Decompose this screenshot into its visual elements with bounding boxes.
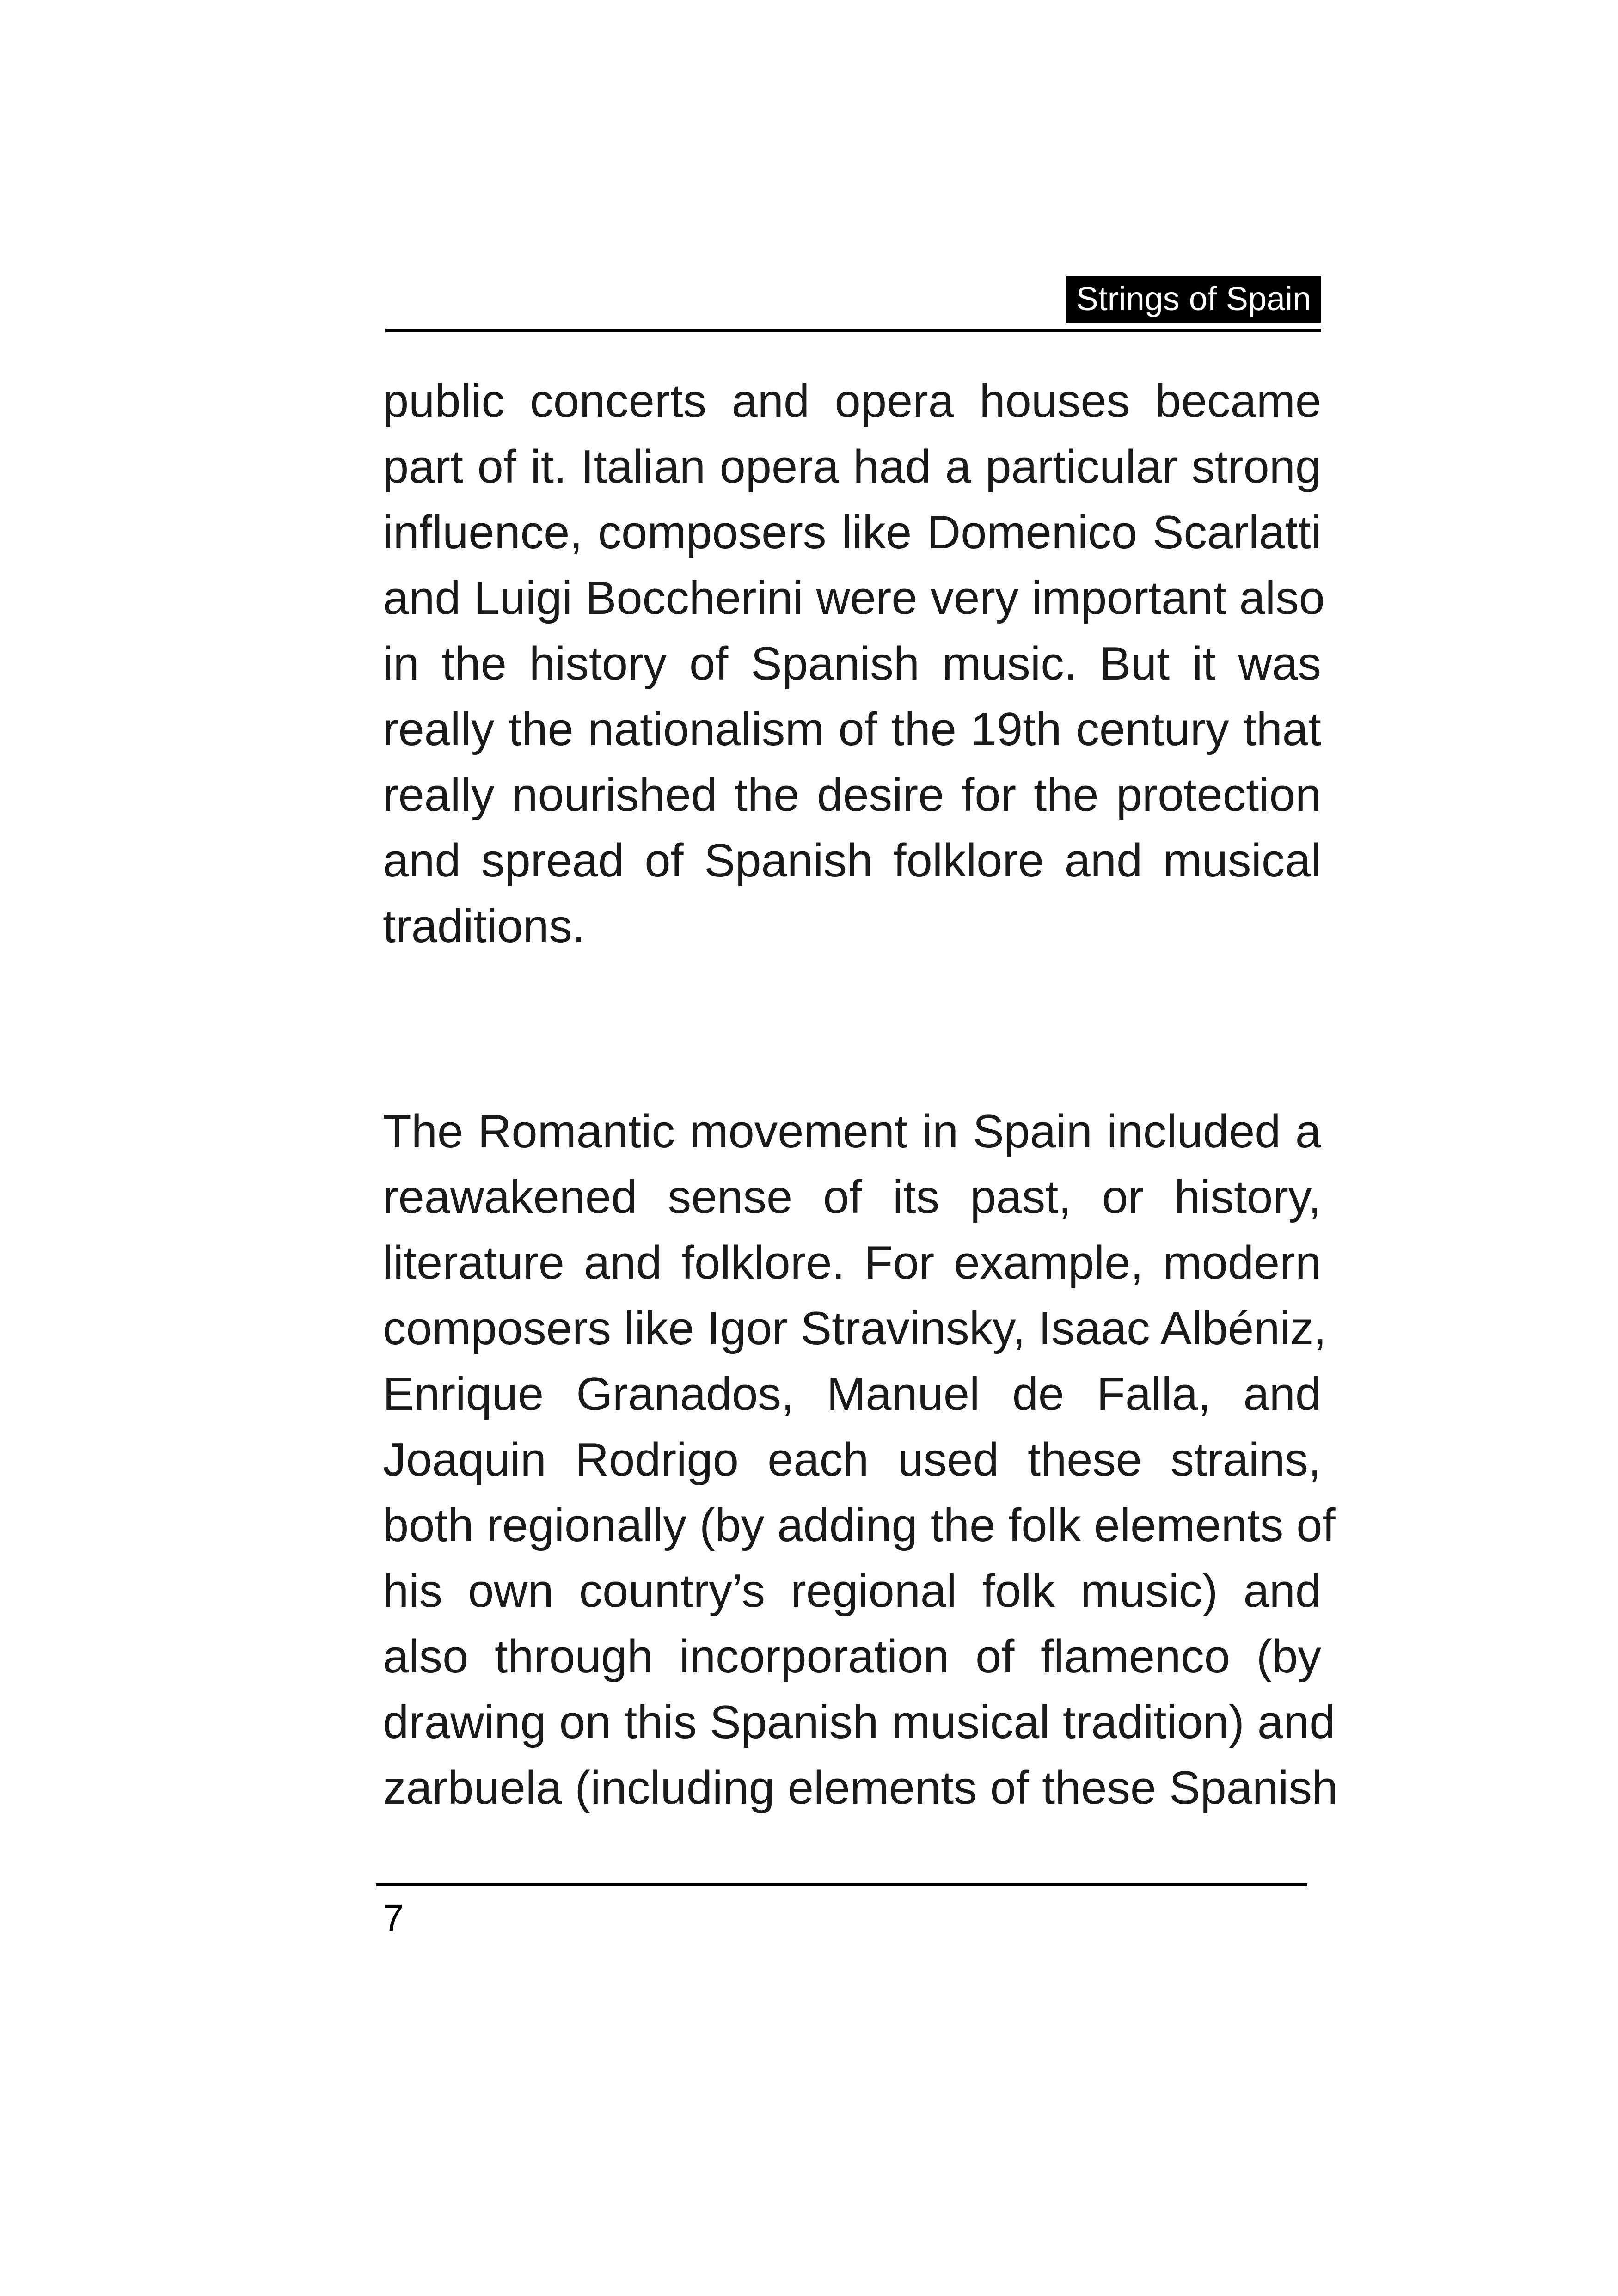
text-line: part of it. Italian opera had a particular strong xyxy=(383,441,1321,493)
header-rule xyxy=(385,329,1321,332)
text-line: drawing on this Spanish musical tradition) and xyxy=(383,1696,1336,1748)
text-line: really nourished the desire for the protection xyxy=(383,769,1321,821)
text-line: Joaquin Rodrigo each used these strains, xyxy=(383,1434,1321,1486)
text-line: really the nationalism of the 19th century that xyxy=(383,704,1321,755)
text-line: reawakened sense of its past, or history, xyxy=(383,1171,1321,1223)
text-line: zarbuela (including elements of these Spanish xyxy=(383,1762,1338,1814)
text-line: his own country’s regional folk music) and xyxy=(383,1565,1321,1617)
text-line: and spread of Spanish folklore and musical xyxy=(383,835,1321,887)
text-line: also through incorporation of flamenco (by xyxy=(383,1631,1321,1683)
text-line: in the history of Spanish music. But it was xyxy=(383,638,1321,690)
running-title: Strings of Spain xyxy=(1066,276,1321,323)
paragraph-1 xyxy=(383,368,1325,959)
footer-rule xyxy=(376,1883,1307,1886)
text-line: The Romantic movement in Spain included a xyxy=(383,1106,1321,1157)
text-line: literature and folklore. For example, modern xyxy=(383,1237,1321,1289)
text-line: traditions. xyxy=(383,900,585,952)
text-line: composers like Igor Stravinsky, Isaac Albéniz, xyxy=(383,1303,1327,1354)
text-line: influence, composers like Domenico Scarlatti xyxy=(383,507,1321,558)
text-line: both regionally (by adding the folk elements of xyxy=(383,1500,1336,1551)
page-number: 7 xyxy=(383,1897,404,1939)
text-line: Enrique Granados, Manuel de Falla, and xyxy=(383,1368,1321,1420)
text-line: and Luigi Boccherini were very important also xyxy=(383,572,1325,624)
paragraph-2 xyxy=(383,1099,1338,1821)
text-line: public concerts and opera houses became xyxy=(383,375,1321,427)
